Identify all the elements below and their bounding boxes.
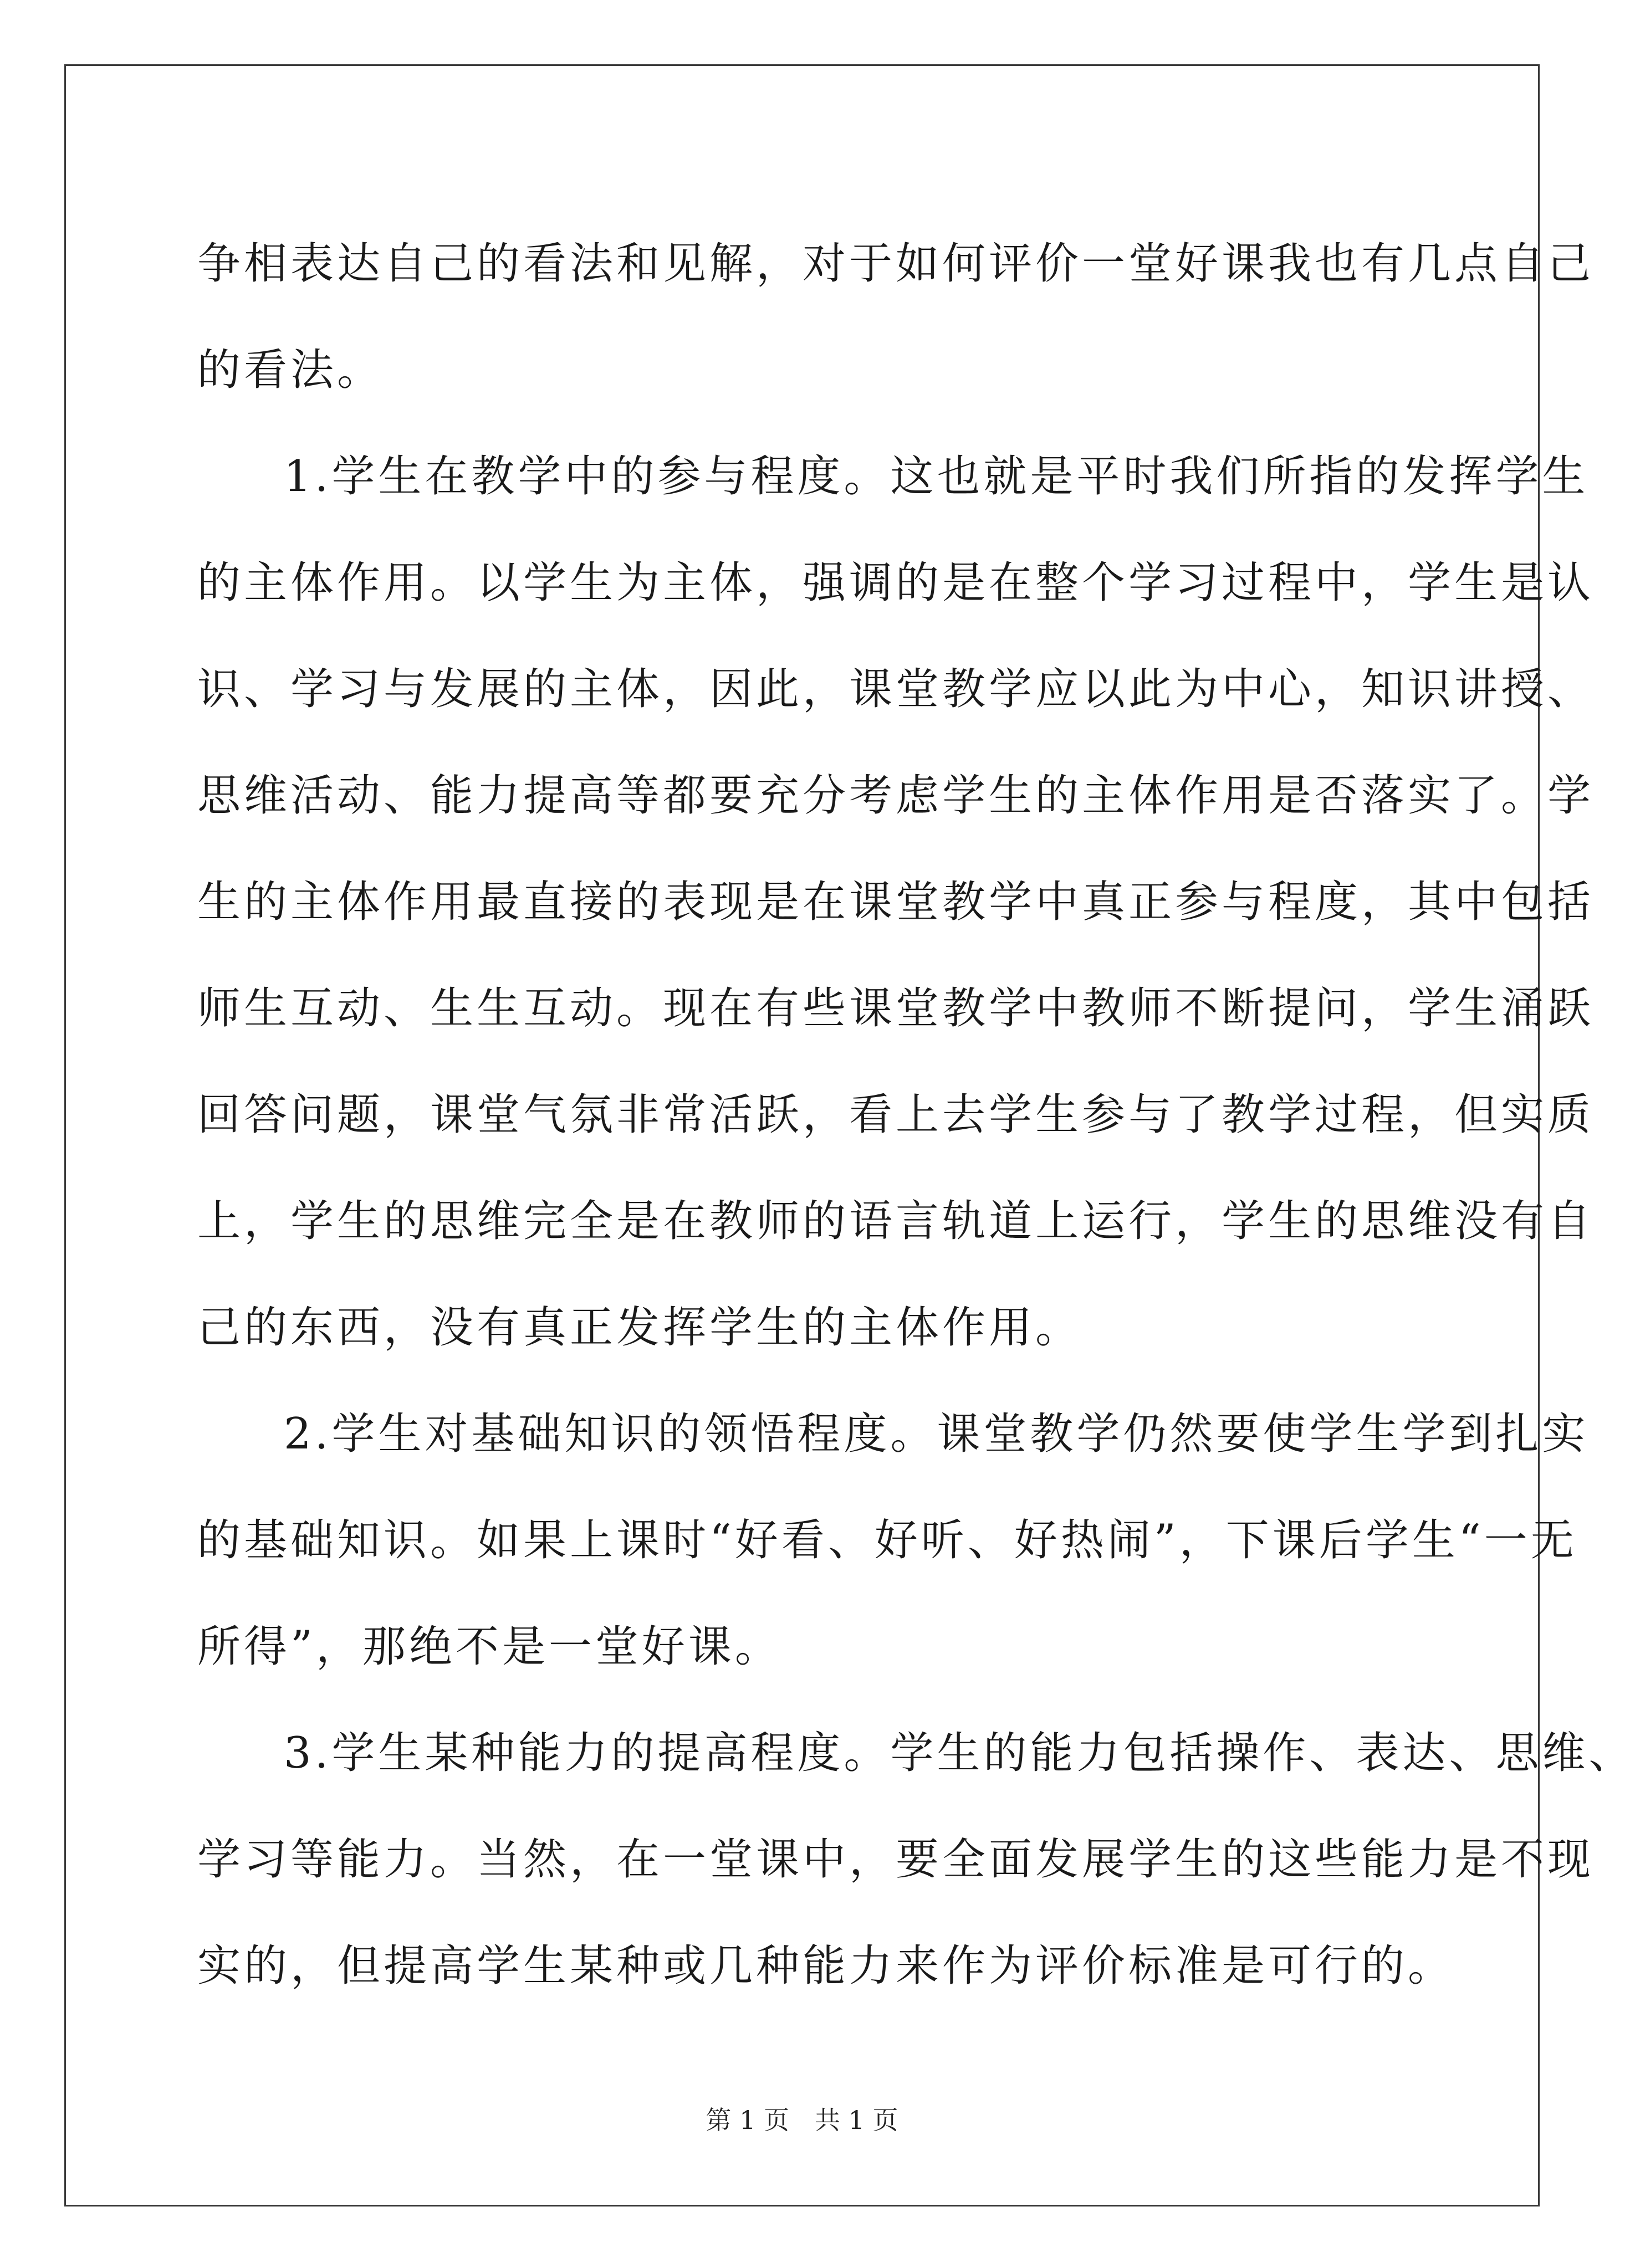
text-line: 识、学习与发展的主体，因此，课堂教学应以此为中心，知识讲授、 (197, 664, 1595, 714)
text-line: 思维活动、能力提高等都要充分考虑学生的主体作用是否落实了。学 (197, 771, 1595, 821)
text-line: 生的主体作用最直接的表现是在课堂教学中真正参与程度，其中包括 (197, 877, 1595, 927)
paragraph-3 (197, 1381, 1589, 1700)
page-number-label: 第 1 页 共 1 页 (706, 2105, 898, 2135)
text-line: 3.学生某种能力的提高程度。学生的能力包括操作、表达、思维、 (284, 1728, 1635, 1778)
paragraph-1 (197, 211, 1595, 423)
text-line: 的基础知识。如果上课时“好看、好听、好热闹”，下课后学生“一无 (197, 1516, 1577, 1565)
text-line: 己的东西，没有真正发挥学生的主体作用。 (197, 1303, 1082, 1353)
text-line: 的看法。 (197, 345, 384, 395)
text-line: 1.学生在教学中的参与程度。这也就是平时我们所指的发挥学生 (284, 452, 1589, 501)
text-line: 的主体作用。以学生为主体，强调的是在整个学习过程中，学生是认 (197, 558, 1595, 608)
text-line: 师生互动、生生互动。现在有些课堂教学中教师不断提问，学生涌跃 (197, 984, 1595, 1033)
paragraph-4 (197, 1700, 1635, 2019)
paragraph-2 (197, 423, 1595, 1381)
page-footer (0, 2100, 1604, 2137)
text-line: 上，学生的思维完全是在教师的语言轨道上运行，学生的思维没有自 (197, 1196, 1595, 1246)
text-line: 争相表达自己的看法和见解，对于如何评价一堂好课我也有几点自己 (197, 239, 1595, 289)
text-line: 学习等能力。当然，在一堂课中，要全面发展学生的这些能力是不现 (197, 1835, 1595, 1885)
document-body (197, 211, 1635, 2019)
text-line: 回答问题，课堂气氛非常活跃，看上去学生参与了教学过程，但实质 (197, 1090, 1595, 1140)
text-line: 实的，但提高学生某种或几种能力来作为评价标准是可行的。 (197, 1941, 1455, 1991)
text-line: 所得”，那绝不是一堂好课。 (197, 1622, 781, 1672)
text-line: 2.学生对基础知识的领悟程度。课堂教学仍然要使学生学到扎实 (284, 1409, 1589, 1459)
